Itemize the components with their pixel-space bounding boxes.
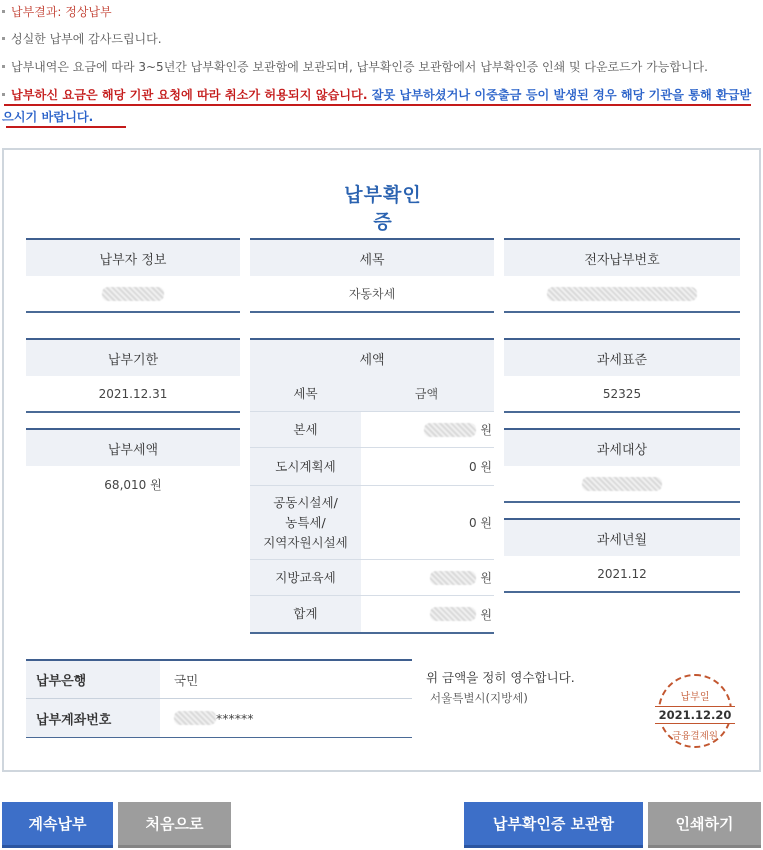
- thanks-notice: [2, 30, 162, 48]
- tax-base-header: 과세표준: [504, 338, 740, 376]
- certificate-title: 납부확인증: [335, 180, 431, 240]
- e-payment-no-value: [504, 276, 740, 313]
- payer-info-block: [26, 238, 240, 313]
- bank-label: 납부은행: [26, 661, 160, 698]
- masked-value: [547, 287, 697, 301]
- e-payment-no-block: [504, 238, 740, 313]
- tax-item-value: 자동차세: [250, 276, 494, 313]
- bullet-icon: [2, 65, 5, 68]
- bank-row: [26, 661, 412, 699]
- tax-col-item: 세목: [250, 376, 361, 411]
- tax-row-total: [250, 596, 494, 632]
- masked-value: [582, 477, 662, 491]
- highlight-underline: [6, 126, 126, 128]
- tax-year-month-value: 2021.12: [504, 556, 740, 593]
- masked-value: [424, 423, 476, 437]
- payment-result-label: 납부결과: [11, 5, 58, 19]
- tax-object-header: 과세대상: [504, 428, 740, 466]
- tax-row-urban: [250, 448, 494, 486]
- tax-row-facility: [250, 486, 494, 560]
- masked-value: [174, 711, 216, 725]
- won-unit: 원: [480, 423, 492, 437]
- payment-certificate: [2, 148, 761, 772]
- receipt-organization: 서울특별시(지방세): [430, 691, 528, 705]
- due-date-value: 2021.12.31: [26, 376, 240, 413]
- tax-year-month-header: 과세년월: [504, 518, 740, 556]
- account-row: [26, 699, 412, 737]
- payment-result-value: : 정상납부: [57, 5, 112, 19]
- warning-red-text: 납부하신 요금은 해당 기관 요청에 따라 취소가 허용되지 않습니다.: [11, 88, 368, 102]
- payment-date-stamp: [658, 674, 732, 748]
- receipt-statement: 위 금액을 정히 영수합니다.: [426, 670, 575, 685]
- masked-value: [430, 607, 476, 621]
- account-label: 납부계좌번호: [26, 699, 160, 737]
- bullet-icon: [2, 93, 5, 96]
- stamp-date: 2021.12.20: [655, 706, 735, 724]
- bullet-icon: [2, 37, 5, 40]
- paid-tax-header: 납부세액: [26, 428, 240, 466]
- tax-row-value: [361, 560, 494, 595]
- print-button[interactable]: 인쇄하기: [648, 802, 761, 848]
- tax-row-main: [250, 412, 494, 448]
- won-unit: 원: [480, 607, 492, 622]
- warning-blue-text: 잘못 납부하셨거나 이중출금 등이 발생된 경우 해당 기관을 통해 환급받으시기 바랍니다.: [2, 88, 752, 124]
- tax-object-value: [504, 466, 740, 503]
- masked-value: [430, 571, 476, 585]
- tax-base-block: [504, 338, 740, 413]
- won-unit: 원: [480, 571, 492, 585]
- tax-row-value: 0 원: [468, 516, 492, 530]
- bullet-icon: [2, 10, 5, 13]
- tax-row-value: [361, 412, 494, 447]
- stamp-issuer: 금융결제원: [672, 731, 718, 742]
- tax-row-value: [361, 596, 494, 632]
- tax-col-amount: 금액: [361, 376, 494, 411]
- tax-row-label: 본세: [250, 412, 361, 447]
- payment-result: [2, 3, 112, 21]
- account-mask: ******: [216, 710, 254, 726]
- table-divider: [250, 632, 494, 634]
- paid-tax-value: 68,010 원: [104, 478, 162, 492]
- account-value: [160, 699, 412, 737]
- tax-row-education: [250, 560, 494, 596]
- continue-payment-button[interactable]: 계속납부: [2, 802, 113, 848]
- tax-row-label: 도시계획세: [250, 448, 361, 485]
- payer-info-header: 납부자 정보: [26, 238, 240, 276]
- due-date-block: [26, 338, 240, 413]
- tax-base-value: 52325: [504, 376, 740, 413]
- due-date-header: 납부기한: [26, 338, 240, 376]
- go-first-button[interactable]: 처음으로: [118, 802, 231, 848]
- storage-text: 납부내역은 요금에 따라 3~5년간 납부확인증 보관함에 보관되며, 납부확인증 보관함에서 납부확인증 인쇄 및 다운로드가 가능합니다.: [11, 60, 708, 74]
- payer-info-value: [26, 276, 240, 313]
- masked-value: [102, 287, 164, 301]
- tax-item-header: 세목: [250, 238, 494, 276]
- tax-table-subheader: [250, 376, 494, 412]
- warning-notice: [2, 84, 757, 128]
- tax-year-month-block: [504, 518, 740, 593]
- highlight-underline: [4, 104, 751, 106]
- tax-object-block: [504, 428, 740, 503]
- certificate-storage-button[interactable]: 납부확인증 보관함: [464, 802, 643, 848]
- tax-row-value: 0 원: [468, 460, 492, 474]
- tax-amount-table: [250, 338, 494, 634]
- tax-row-label: 합계: [250, 596, 361, 632]
- paid-tax-block: [26, 428, 240, 503]
- bank-info-table: [26, 659, 412, 738]
- tax-row-label: 지방교육세: [250, 560, 361, 595]
- tax-item-block: [250, 238, 494, 313]
- storage-notice: [2, 58, 708, 76]
- tax-row-label: 공동시설세/ 농특세/ 지역자원시설세: [250, 486, 361, 559]
- thanks-text: 성실한 납부에 감사드립니다.: [11, 32, 162, 46]
- bank-value: 국민: [174, 672, 199, 688]
- stamp-title: 납부일: [680, 692, 710, 703]
- tax-amount-header: 세액: [250, 338, 494, 376]
- table-divider: [26, 737, 412, 738]
- e-payment-no-header: 전자납부번호: [504, 238, 740, 276]
